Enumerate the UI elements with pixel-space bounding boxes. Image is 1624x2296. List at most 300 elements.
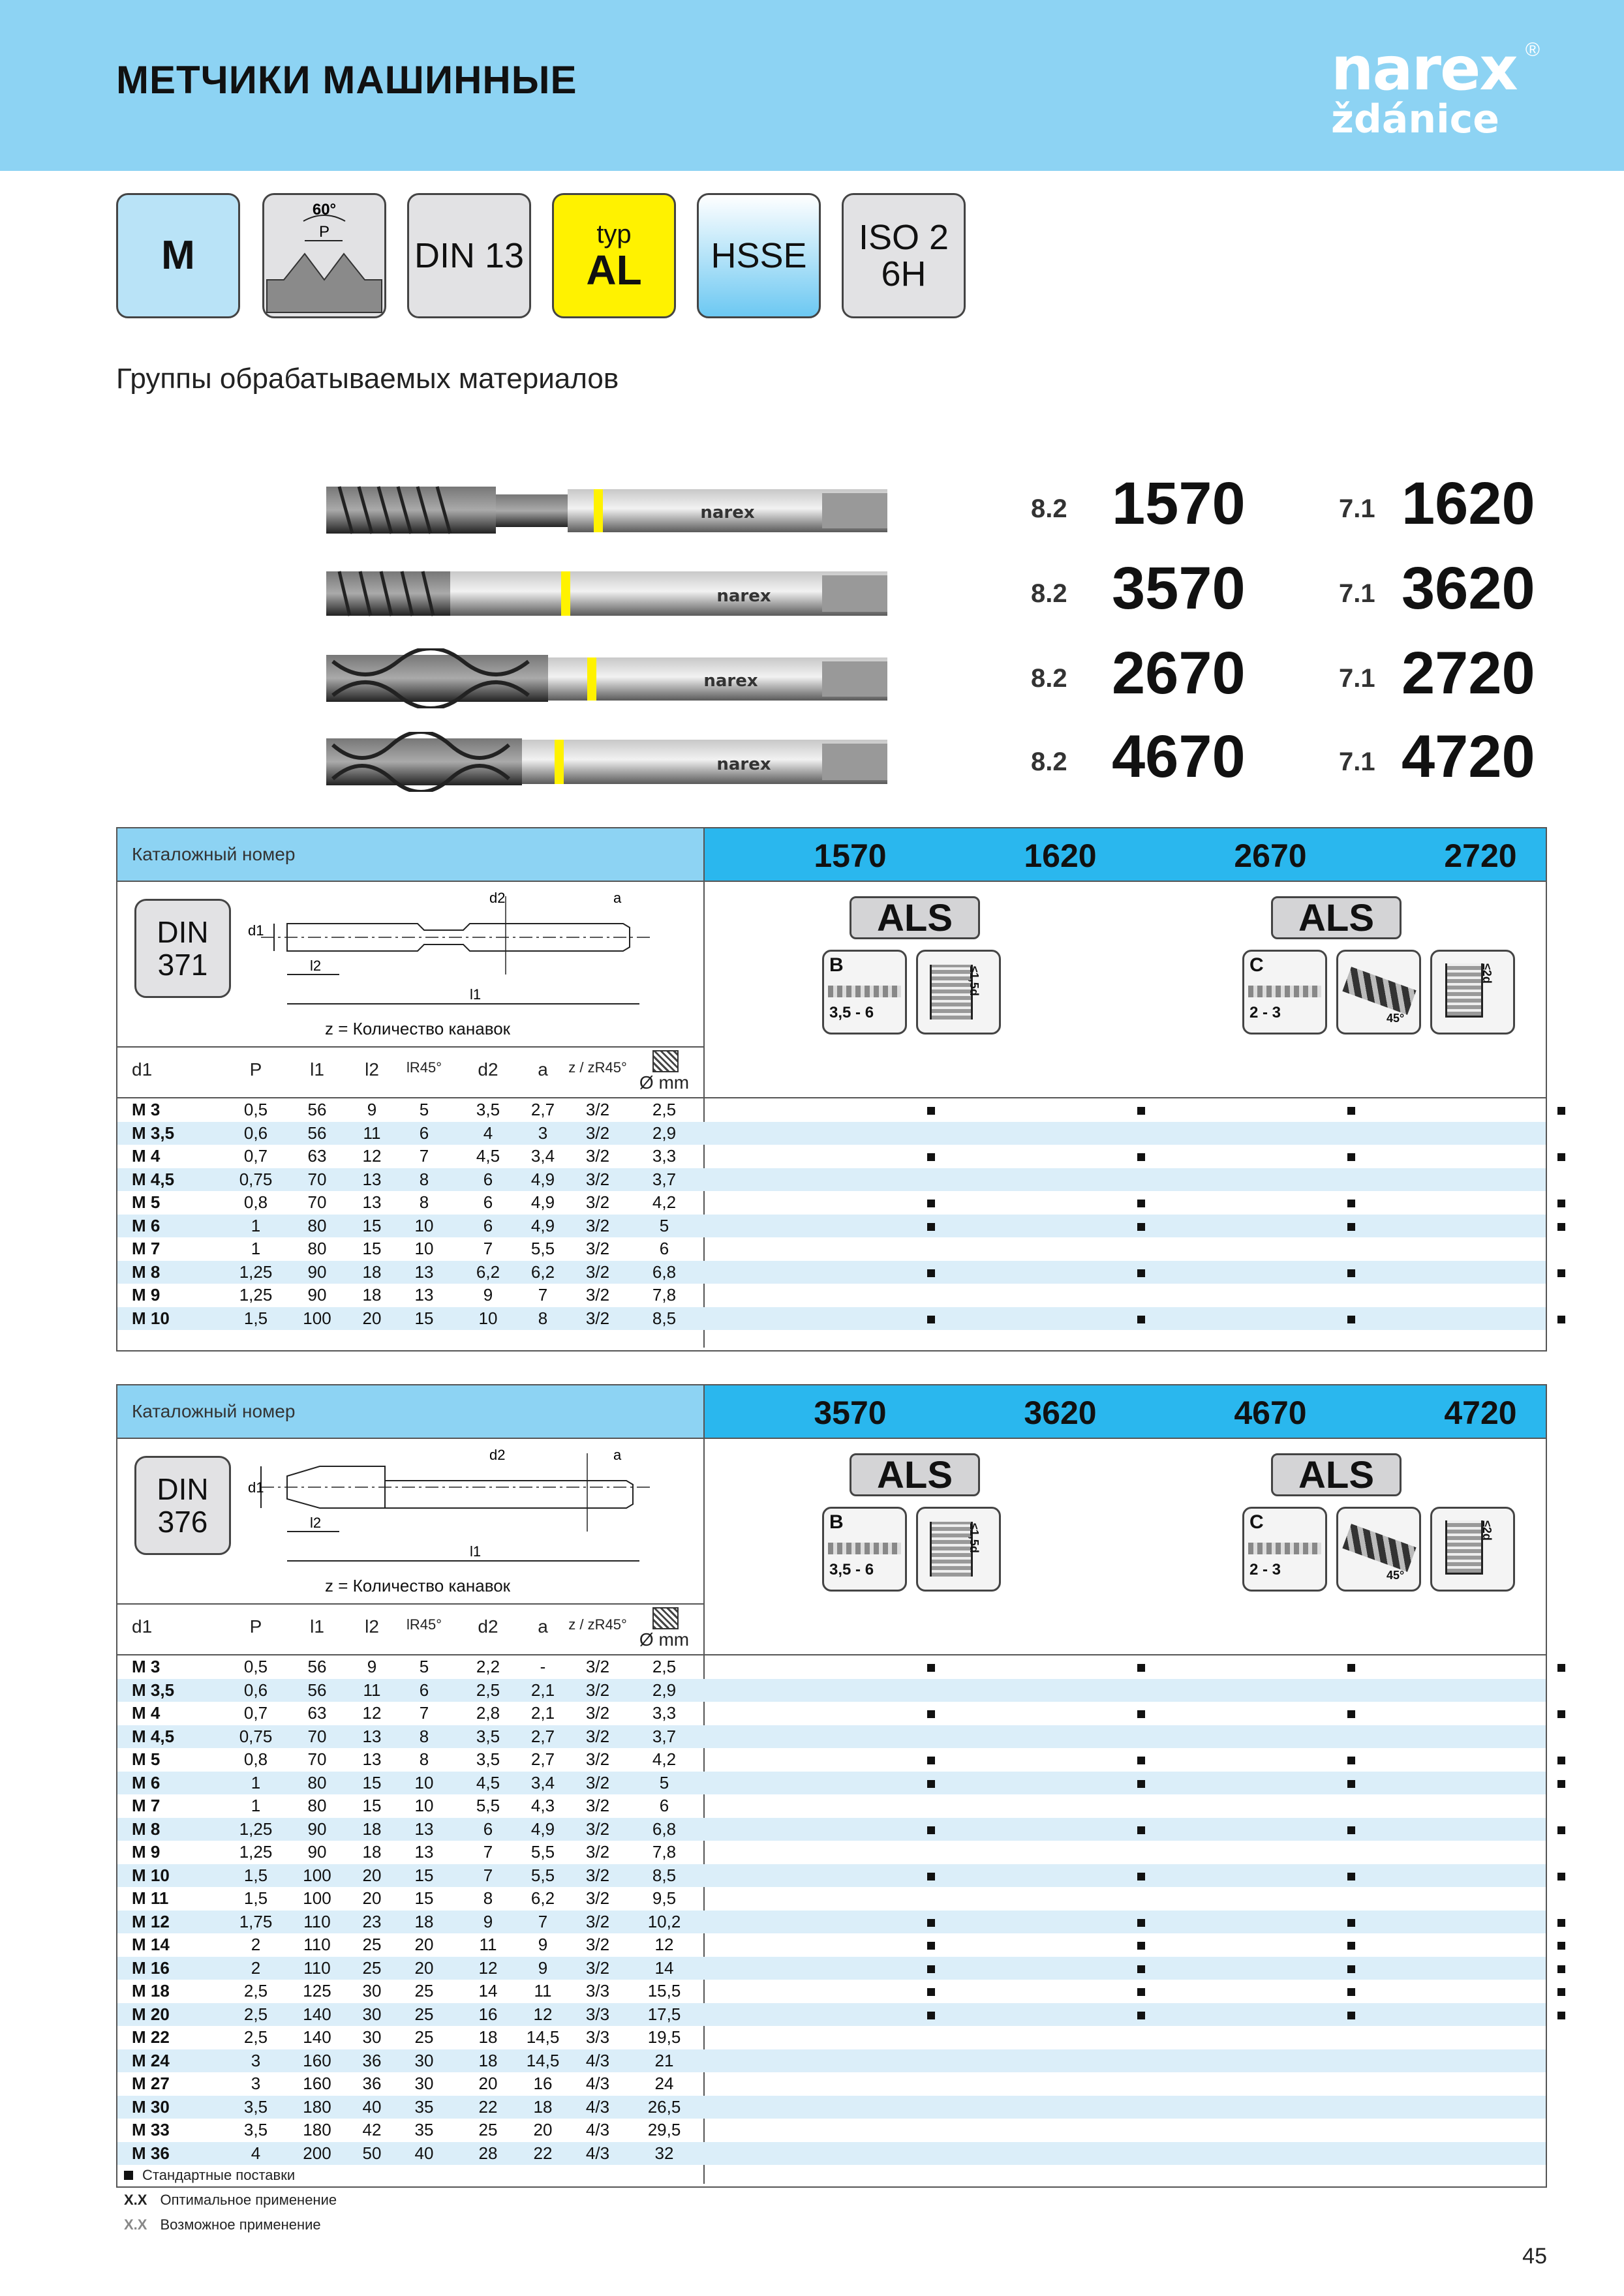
row-a: 20 <box>533 2120 553 2139</box>
standard-delivery-mark <box>1137 1942 1145 1950</box>
row-dmm: 3,3 <box>652 1703 677 1723</box>
icon-c-letter: C <box>1249 954 1264 976</box>
standard-delivery-mark <box>1347 1757 1355 1764</box>
standard-delivery-mark <box>1137 1269 1145 1277</box>
dim-l2-label: l2 <box>310 1515 322 1531</box>
table-row <box>117 1237 1546 1261</box>
column-header-row <box>117 1606 703 1652</box>
row-l2: 18 <box>362 1261 382 1282</box>
row-z: 3/2 <box>585 1146 610 1166</box>
row-d2: 12 <box>478 1957 498 1978</box>
through-hole-depth-icon <box>916 950 1001 1035</box>
table-row <box>117 1679 1546 1702</box>
row-thread-size: M 6 <box>132 1215 161 1235</box>
row-z: 3/2 <box>585 1819 610 1839</box>
row-l1: 100 <box>303 1308 331 1328</box>
row-a: - <box>540 1657 546 1676</box>
standard-delivery-mark <box>1557 1873 1565 1881</box>
table-row <box>117 1307 1546 1331</box>
row-lr: 13 <box>414 1819 434 1839</box>
table-row <box>117 2119 1546 2142</box>
row-l2: 13 <box>362 1192 382 1212</box>
row-z: 4/3 <box>585 2120 610 2139</box>
standard-delivery-mark <box>927 1873 935 1881</box>
row-dmm: 15,5 <box>647 1981 681 2001</box>
din-label <box>157 916 208 981</box>
tap-brand-label: narex <box>716 586 771 606</box>
row-lr: 6 <box>419 1123 429 1143</box>
header-divider <box>117 881 1546 882</box>
material-label: HSSE <box>711 236 807 275</box>
standard-delivery-mark <box>1347 1153 1355 1161</box>
thread-profile-icon <box>264 195 384 316</box>
row-l1: 63 <box>307 1703 327 1723</box>
icon-b-range: 3,5 - 6 <box>829 1561 874 1578</box>
row-lr: 15 <box>414 1888 434 1908</box>
row-z: 3/2 <box>585 1796 610 1815</box>
row-p: 1 <box>251 1796 261 1815</box>
row-l2: 15 <box>362 1215 382 1235</box>
row-d2: 4,5 <box>476 1146 500 1166</box>
row-dmm: 8,5 <box>652 1308 677 1328</box>
table-row <box>117 1702 1546 1725</box>
row-l2: 36 <box>362 2074 382 2093</box>
standard-delivery-mark <box>1347 1826 1355 1834</box>
row-z: 3/3 <box>585 2027 610 2047</box>
row-d2: 18 <box>478 2027 498 2047</box>
through-hole-icon-b <box>822 1507 907 1592</box>
row-thread-size: M 22 <box>132 2027 170 2047</box>
row-dmm: 3,7 <box>652 1169 677 1189</box>
icon-c-range: 2 - 3 <box>1249 1004 1281 1021</box>
dim-l1-label: l1 <box>470 1543 482 1560</box>
thread-stripe-icon <box>828 1543 901 1554</box>
row-a: 9 <box>538 1935 548 1954</box>
row-d2: 18 <box>478 2050 498 2070</box>
catalog-label: Каталожный номер <box>117 1385 703 1438</box>
row-dmm: 6 <box>659 1796 669 1815</box>
standard-delivery-mark <box>1347 1988 1355 1996</box>
row-dmm: 32 <box>654 2143 674 2163</box>
row-l2: 30 <box>362 2004 382 2024</box>
row-d2: 6 <box>483 1215 493 1235</box>
row-l2: 36 <box>362 2050 382 2070</box>
row-a: 2,7 <box>530 1749 555 1769</box>
row-dmm: 3,7 <box>652 1726 677 1746</box>
row-l2: 13 <box>362 1749 382 1769</box>
row-thread-size: M 12 <box>132 1911 170 1931</box>
row-a: 3,4 <box>530 1146 555 1166</box>
row-l2: 9 <box>367 1100 377 1119</box>
catalog-number-col: 1570 <box>814 838 887 874</box>
row-thread-size: M 11 <box>132 1888 169 1908</box>
row-l2: 11 <box>363 1680 381 1700</box>
column-header-row <box>117 1049 703 1095</box>
row-p: 1,25 <box>239 1285 273 1305</box>
row-dmm: 29,5 <box>647 2120 681 2139</box>
drill-diameter-icon <box>652 1607 679 1629</box>
din-standard-badge <box>407 193 531 318</box>
row-l2: 13 <box>362 1726 382 1746</box>
row-l2: 20 <box>362 1888 382 1908</box>
standard-delivery-mark <box>927 1200 935 1207</box>
row-p: 1,25 <box>239 1819 273 1839</box>
row-d2: 25 <box>478 2120 498 2139</box>
row-p: 1,5 <box>243 1865 268 1885</box>
catalog-number-bar <box>117 828 1546 881</box>
row-p: 1,75 <box>239 1911 273 1931</box>
row-p: 1,25 <box>239 1261 273 1282</box>
row-lr: 18 <box>414 1911 434 1931</box>
standard-delivery-mark <box>1347 1107 1355 1115</box>
row-a: 7 <box>538 1911 548 1931</box>
row-z: 3/2 <box>585 1935 610 1954</box>
row-p: 1 <box>251 1772 261 1792</box>
row-l2: 23 <box>362 1911 382 1931</box>
row-dmm: 2,9 <box>652 1123 677 1143</box>
row-p: 3,5 <box>243 2096 268 2117</box>
row-p: 1 <box>251 1215 261 1235</box>
page-header <box>0 0 1624 171</box>
row-p: 0,7 <box>243 1703 268 1723</box>
row-dmm: 5 <box>659 1215 669 1235</box>
row-z: 3/2 <box>585 1911 610 1931</box>
row-p: 1,5 <box>243 1308 268 1328</box>
legend-possible <box>124 2216 321 2233</box>
row-l2: 12 <box>362 1703 382 1723</box>
row-a: 4,9 <box>530 1819 555 1839</box>
row-thread-size: M 10 <box>132 1308 170 1328</box>
standard-delivery-mark <box>927 1942 935 1950</box>
catalog-table-din376 <box>116 1384 1547 2188</box>
table-row <box>117 1725 1546 1749</box>
standard-delivery-mark <box>1347 1223 1355 1231</box>
catalog-number-col: 3570 <box>814 1395 887 1431</box>
row-l1: 56 <box>307 1657 327 1676</box>
row-l2: 18 <box>362 1842 382 1862</box>
table-row <box>117 1191 1546 1215</box>
page-number: 45 <box>1522 2244 1547 2269</box>
column-header-dmm: Ø mm <box>639 1072 690 1093</box>
dim-d1-label: d1 <box>248 1479 264 1496</box>
row-p: 3,5 <box>243 2120 268 2139</box>
row-dmm: 6,8 <box>652 1261 677 1282</box>
row-l2: 12 <box>362 1146 382 1166</box>
icon-b-range: 3,5 - 6 <box>829 1004 874 1021</box>
row-dmm: 8,5 <box>652 1865 677 1885</box>
row-dmm: 7,8 <box>652 1285 677 1305</box>
row-p: 1,25 <box>239 1842 273 1862</box>
standard-delivery-mark <box>1137 1223 1145 1231</box>
row-a: 12 <box>533 2004 553 2024</box>
row-p: 0,8 <box>243 1749 268 1769</box>
row-z: 3/2 <box>585 1957 610 1978</box>
row-z: 3/2 <box>585 1239 610 1258</box>
table-row <box>117 1933 1546 1957</box>
row-a: 2,7 <box>530 1726 555 1746</box>
flutes-caption: z = Количество канавок <box>325 1576 511 1595</box>
row-l1: 70 <box>307 1749 327 1769</box>
dim-d2-label: d2 <box>489 890 506 906</box>
logo-subtext: ždánice <box>1331 97 1499 142</box>
row-a: 2,7 <box>530 1100 555 1119</box>
row-d2: 28 <box>478 2143 498 2163</box>
row-dmm: 17,5 <box>647 2004 681 2024</box>
row-l1: 90 <box>307 1261 327 1282</box>
din-standard-box <box>134 899 231 998</box>
row-lr: 25 <box>414 2027 434 2047</box>
table-row <box>117 1215 1546 1238</box>
standard-delivery-mark <box>1557 1710 1565 1718</box>
header-row-divider <box>117 1046 703 1048</box>
typ-value: AL <box>586 247 642 294</box>
row-thread-size: M 9 <box>132 1842 161 1862</box>
icon-c-range: 2 - 3 <box>1249 1561 1281 1578</box>
row-l2: 40 <box>362 2096 382 2117</box>
catalog-number-2: 2720 <box>1402 640 1535 706</box>
standard-delivery-mark <box>1557 1200 1565 1207</box>
row-lr: 35 <box>414 2120 434 2139</box>
dim-d2-label: d2 <box>489 1447 506 1463</box>
row-thread-size: M 3,5 <box>132 1680 175 1700</box>
table-row <box>117 1168 1546 1192</box>
row-thread-size: M 18 <box>132 1981 170 2001</box>
drill-diameter-icon <box>652 1050 679 1072</box>
standard-delivery-mark <box>1557 1919 1565 1927</box>
standard-delivery-mark <box>927 1223 935 1231</box>
row-thread-size: M 5 <box>132 1749 161 1769</box>
row-l1: 200 <box>303 2143 331 2163</box>
tap-image-4 <box>326 732 887 792</box>
table-row <box>117 1864 1546 1888</box>
row-lr: 13 <box>414 1285 434 1305</box>
row-lr: 30 <box>414 2050 434 2070</box>
row-l2: 30 <box>362 1981 382 2001</box>
catalog-number-col: 4670 <box>1234 1395 1307 1431</box>
standard-delivery-mark <box>927 1153 935 1161</box>
row-a: 6,2 <box>530 1888 555 1908</box>
standard-delivery-mark <box>1347 1965 1355 1973</box>
tap-brand-label: narex <box>716 755 771 774</box>
column-header-z: z / zR45° <box>568 1059 627 1076</box>
column-header-dmm: Ø mm <box>639 1629 690 1650</box>
icon-c-angle: 45° <box>1387 1569 1405 1582</box>
standard-delivery-mark <box>1557 1780 1565 1788</box>
blind-hole-depth-icon <box>1430 950 1515 1035</box>
row-thread-size: M 3,5 <box>132 1123 175 1143</box>
row-dmm: 9,5 <box>652 1888 677 1908</box>
column-header-a: a <box>538 1059 548 1080</box>
row-thread-size: M 36 <box>132 2143 170 2163</box>
standard-delivery-mark <box>1347 2012 1355 2019</box>
icon-b-letter: B <box>829 954 844 976</box>
row-lr: 20 <box>414 1957 434 1978</box>
row-d2: 10 <box>478 1308 498 1328</box>
row-d2: 22 <box>478 2096 498 2117</box>
row-l1: 100 <box>303 1888 331 1908</box>
row-a: 16 <box>533 2074 553 2093</box>
standard-delivery-mark <box>1557 1965 1565 1973</box>
logo-wordmark: narex <box>1331 34 1517 104</box>
row-thread-size: M 3 <box>132 1657 161 1676</box>
row-lr: 10 <box>414 1796 434 1815</box>
standard-delivery-mark <box>1137 1919 1145 1927</box>
row-lr: 8 <box>419 1169 429 1189</box>
catalog-number-2: 1620 <box>1402 470 1535 537</box>
row-p: 0,5 <box>243 1657 268 1676</box>
column-header-d1: d1 <box>132 1616 153 1637</box>
row-p: 2,5 <box>243 1981 268 2001</box>
table-row <box>117 1772 1546 1795</box>
row-l2: 18 <box>362 1285 382 1305</box>
row-dmm: 6 <box>659 1239 669 1258</box>
row-d2: 2,2 <box>476 1657 500 1676</box>
registered-mark: ® <box>1525 39 1540 61</box>
row-lr: 35 <box>414 2096 434 2117</box>
row-l1: 140 <box>303 2004 331 2024</box>
row-z: 3/2 <box>585 1308 610 1328</box>
row-l1: 70 <box>307 1726 327 1746</box>
row-l1: 125 <box>303 1981 331 2001</box>
column-header-l2: l2 <box>365 1059 379 1080</box>
standard-delivery-mark <box>1137 1664 1145 1672</box>
legend-possible-text: Возможное применение <box>160 2216 321 2233</box>
standard-delivery-mark <box>927 1107 935 1115</box>
row-z: 3/3 <box>585 2004 610 2024</box>
row-d2: 5,5 <box>476 1796 500 1815</box>
header-divider <box>117 1438 1546 1439</box>
row-p: 3 <box>251 2050 261 2070</box>
table-row <box>117 1284 1546 1307</box>
row-lr: 15 <box>414 1308 434 1328</box>
row-l2: 15 <box>362 1772 382 1792</box>
standard-delivery-mark <box>1347 1942 1355 1950</box>
catalog-label: Каталожный номер <box>117 828 703 881</box>
row-l2: 50 <box>362 2143 382 2163</box>
row-l1: 90 <box>307 1842 327 1862</box>
material-badge <box>697 193 821 318</box>
row-d2: 6 <box>483 1192 493 1212</box>
standard-delivery-mark <box>1137 1873 1145 1881</box>
row-l1: 90 <box>307 1285 327 1305</box>
table-row <box>117 2072 1546 2096</box>
row-z: 3/2 <box>585 1703 610 1723</box>
row-l1: 56 <box>307 1100 327 1119</box>
table-row <box>117 1980 1546 2003</box>
row-l1: 80 <box>307 1796 327 1815</box>
catalog-numbers <box>705 828 1546 881</box>
row-a: 2,1 <box>530 1680 555 1700</box>
standard-delivery-mark <box>1347 1710 1355 1718</box>
standard-delivery-mark <box>1347 1664 1355 1672</box>
standard-delivery-mark <box>1347 1873 1355 1881</box>
row-l1: 160 <box>303 2074 331 2093</box>
row-a: 8 <box>538 1308 548 1328</box>
catalog-number-1: 3570 <box>1112 555 1246 622</box>
standard-delivery-mark <box>1557 1942 1565 1950</box>
standard-delivery-mark <box>1557 1826 1565 1834</box>
row-z: 3/2 <box>585 1888 610 1908</box>
standard-delivery-mark <box>1557 1664 1565 1672</box>
row-lr: 15 <box>414 1865 434 1885</box>
row-a: 18 <box>533 2096 553 2117</box>
row-thread-size: M 7 <box>132 1796 161 1815</box>
group-code-2: 7.1 <box>1339 494 1375 523</box>
row-d2: 8 <box>483 1888 493 1908</box>
row-d2: 7 <box>483 1842 493 1862</box>
catalog-number-col: 1620 <box>1024 838 1097 874</box>
spiral-flute-icon <box>1336 950 1421 1035</box>
row-a: 2,1 <box>530 1703 555 1723</box>
row-thread-size: M 3 <box>132 1100 161 1119</box>
standard-delivery-mark <box>1557 1269 1565 1277</box>
standard-delivery-mark <box>927 1919 935 1927</box>
row-lr: 7 <box>419 1146 429 1166</box>
table-row <box>117 2096 1546 2119</box>
row-p: 0,75 <box>239 1726 273 1746</box>
icon-b-letter: B <box>829 1511 844 1533</box>
row-z: 4/3 <box>585 2050 610 2070</box>
page-title: МЕТЧИКИ МАШИННЫЕ <box>116 58 577 102</box>
row-thread-size: M 4,5 <box>132 1726 175 1746</box>
spiral-tap-icon <box>1342 967 1416 1015</box>
group-code-2: 7.1 <box>1339 579 1375 608</box>
row-thread-size: M 8 <box>132 1819 161 1839</box>
din-label-line1: DIN <box>157 1472 209 1506</box>
dim-a-label: a <box>613 1447 622 1463</box>
column-header-lr: lR45° <box>406 1059 442 1076</box>
thread-stripe-icon <box>1248 986 1321 997</box>
standard-delivery-mark <box>1557 1223 1565 1231</box>
row-l1: 56 <box>307 1123 327 1143</box>
table-row <box>117 1145 1546 1168</box>
row-a: 4,9 <box>530 1169 555 1189</box>
row-thread-size: M 9 <box>132 1285 161 1305</box>
catalog-number-col: 3620 <box>1024 1395 1097 1431</box>
icon-b-depth: ≤1,5d <box>968 1523 981 1553</box>
row-dmm: 12 <box>654 1935 674 1954</box>
legend-optimal-text: Оптимальное применение <box>160 2192 337 2208</box>
row-p: 1 <box>251 1239 261 1258</box>
group-code-1: 8.2 <box>1031 579 1067 608</box>
blind-hole-section-icon <box>1445 1520 1483 1575</box>
table-row <box>117 1841 1546 1864</box>
standard-delivery-mark <box>1557 1153 1565 1161</box>
icon-c-depth: ≤2d <box>1480 1520 1494 1541</box>
row-dmm: 2,9 <box>652 1680 677 1700</box>
tolerance-badge <box>842 193 966 318</box>
row-a: 3,4 <box>530 1772 555 1792</box>
als-badge-1: ALS <box>850 1453 980 1496</box>
table-row <box>117 1957 1546 1980</box>
row-z: 3/2 <box>585 1285 610 1305</box>
standard-delivery-mark <box>1137 1316 1145 1323</box>
row-d2: 6 <box>483 1819 493 1839</box>
pitch-label: P <box>318 223 330 241</box>
row-lr: 7 <box>419 1703 429 1723</box>
row-l1: 70 <box>307 1169 327 1189</box>
icon-b-depth: ≤1,5d <box>968 966 981 996</box>
standard-delivery-mark <box>927 2012 935 2019</box>
group-code-2: 7.1 <box>1339 748 1375 776</box>
als-badge-2: ALS <box>1271 1453 1402 1496</box>
row-p: 0,6 <box>243 1123 268 1143</box>
row-l2: 18 <box>362 1819 382 1839</box>
thread-profile-badge <box>262 193 386 318</box>
standard-delivery-mark <box>1137 1965 1145 1973</box>
legend-standard-text: Стандартные поставки <box>142 2167 296 2183</box>
row-l2: 20 <box>362 1865 382 1885</box>
